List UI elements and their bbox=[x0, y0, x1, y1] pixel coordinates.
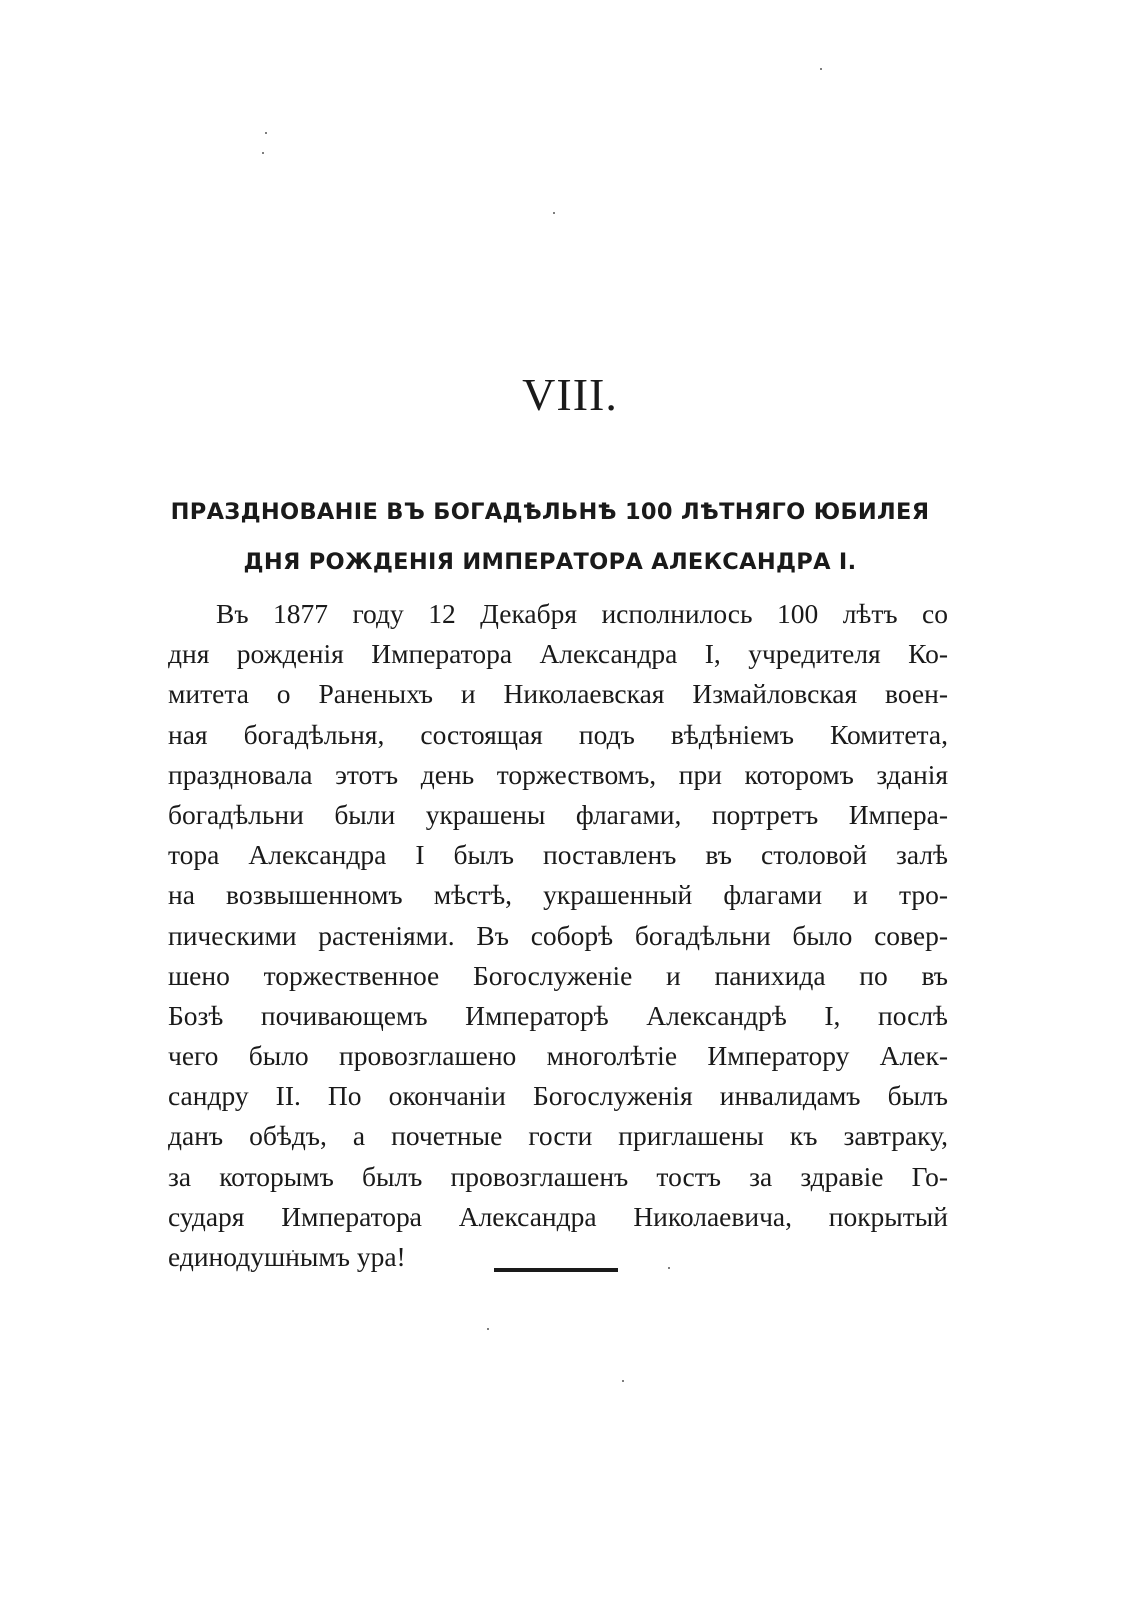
scan-speck bbox=[553, 212, 555, 214]
chapter-title-line: ПРАЗДНОВАНІЕ ВЪ БОГАДѢЛЬНѢ 100 ЛѢТНЯГО ЮБИЛЕЯ bbox=[170, 499, 930, 525]
chapter-body bbox=[168, 594, 948, 1277]
body-line: праздновала этотъ день торжествомъ, при которомъ зданія bbox=[168, 758, 948, 790]
scan-speck bbox=[487, 1328, 489, 1330]
body-line: Въ 1877 году 12 Декабря исполнилось 100 лѣтъ со bbox=[216, 598, 948, 629]
body-line: митета о Раненыхъ и Николаевская Измайловская воен- bbox=[168, 678, 948, 710]
body-line: дня рожденія Императора Александра І, учредителя Ко- bbox=[168, 638, 948, 670]
scan-speck bbox=[265, 132, 267, 134]
body-line: единодушнымъ ура! bbox=[168, 1241, 406, 1272]
chapter-number: VIII. bbox=[522, 369, 618, 420]
scan-speck bbox=[622, 1380, 624, 1382]
body-line: сандру II. По окончаніи Богослуженія инвалидамъ былъ bbox=[168, 1080, 948, 1112]
body-line: пическими растеніями. Въ соборѣ богадѣльни было совер- bbox=[168, 919, 948, 951]
chapter-title-line: ДНЯ РОЖДЕНІЯ ИМПЕРАТОРА АЛЕКСАНДРА І. bbox=[243, 549, 857, 575]
body-line: ная богадѣльня, состоящая подъ вѣдѣніемъ Комитета, bbox=[168, 718, 948, 750]
scan-speck bbox=[820, 68, 822, 70]
scan-speck bbox=[262, 152, 264, 154]
body-line: на возвышенномъ мѣстѣ, украшенный флагами и тро- bbox=[168, 879, 948, 911]
section-end-rule bbox=[494, 1268, 618, 1272]
body-line: Бозѣ почивающемъ Императорѣ Александрѣ І, послѣ bbox=[168, 999, 948, 1031]
body-line: данъ обѣдъ, а почетные гости приглашены къ завтраку, bbox=[168, 1120, 948, 1152]
body-line: шено торжественное Богослуженіе и панихида по въ bbox=[168, 959, 948, 991]
chapter-title bbox=[160, 487, 940, 587]
body-line: чего было провозглашено многолѣтіе Императору Алек- bbox=[168, 1040, 948, 1072]
body-line: богадѣльни были украшены флагами, портретъ Импера- bbox=[168, 798, 948, 830]
body-line: за которымъ былъ провозглашенъ тостъ за здравіе Го- bbox=[168, 1160, 948, 1192]
body-line: сударя Императора Александра Николаевича, покрытый bbox=[168, 1200, 948, 1232]
body-line: тора Александра І былъ поставленъ въ столовой залѣ bbox=[168, 839, 948, 871]
